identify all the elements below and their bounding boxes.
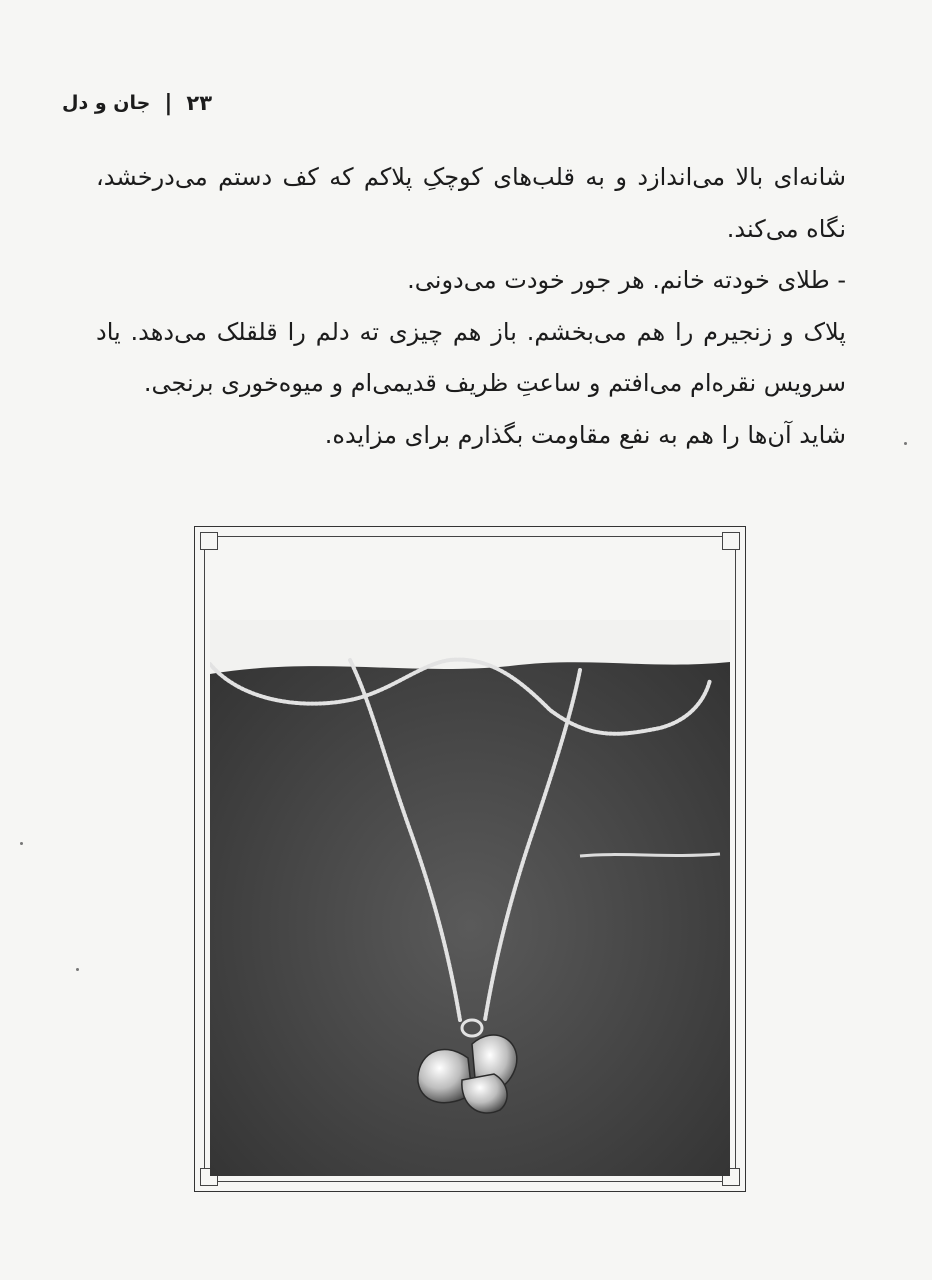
paragraph: شانه‌ای بالا می‌اندازد و به قلب‌های کوچکِ پلاکم که کف دستم می‌درخشد، نگاه می‌کند.: [96, 163, 846, 243]
page-number: ۲۳: [186, 91, 213, 115]
book-title: جان و دل: [62, 92, 151, 114]
header-separator: |: [164, 90, 173, 116]
paragraph: پلاک و زنجیرم را هم می‌بخشم. باز هم چیزی ته دلم را قلقلک می‌دهد. یاد سرویس نقره‌ام می‌افتم و ساعتِ ظریف قدیمی‌ام و میوه‌خوری برنجی.: [96, 317, 846, 397]
frame-corner-ornament: [722, 532, 740, 550]
running-header: [62, 86, 242, 120]
speck: [76, 968, 79, 971]
speck: [20, 842, 23, 845]
paragraph: - طلای خودته خانم. هر جور خودت می‌دونی.: [407, 266, 846, 294]
speck: [904, 442, 907, 445]
frame-corner-ornament: [200, 532, 218, 550]
fabric-fold: [580, 854, 720, 856]
body-text: [96, 152, 846, 461]
paragraph: شاید آن‌ها را هم به نفع مقاومت بگذارم برای مزایده.: [324, 420, 846, 449]
necklace-photo: [210, 620, 730, 1176]
